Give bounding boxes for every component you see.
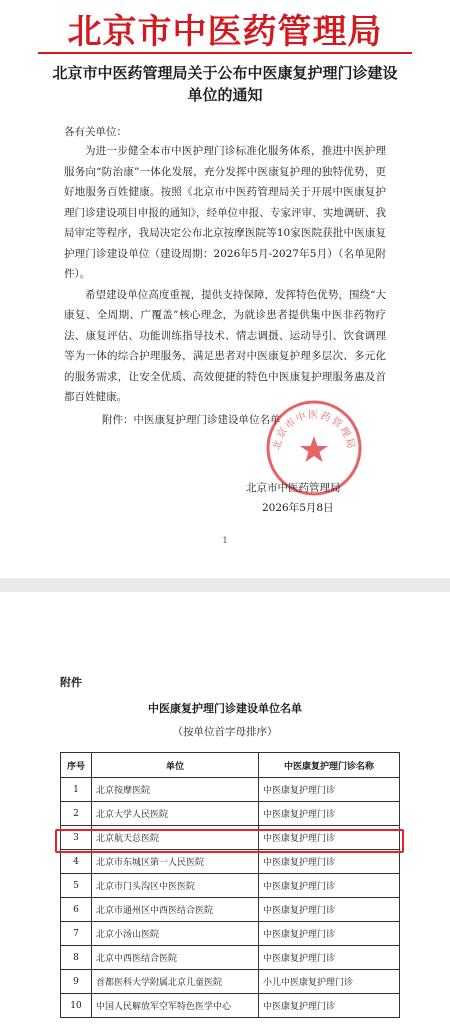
column-header: 序号 bbox=[61, 753, 92, 778]
row-number: 9 bbox=[61, 970, 92, 994]
clinic-name: 中医康复护理门诊 bbox=[259, 874, 400, 898]
clinic-name: 中医康复护理门诊 bbox=[259, 922, 400, 946]
unit-name: 首都医科大学附属北京儿童医院 bbox=[92, 970, 259, 994]
clinic-name: 中医康复护理门诊 bbox=[259, 778, 400, 802]
row-number: 6 bbox=[61, 898, 92, 922]
row-number: 4 bbox=[61, 850, 92, 874]
row-number: 1 bbox=[61, 778, 92, 802]
red-rule-divider bbox=[38, 52, 412, 54]
attachment-note: 附件：中医康复护理门诊建设单位名单 bbox=[102, 414, 281, 426]
row-number: 2 bbox=[61, 802, 92, 826]
clinic-name: 中医康复护理门诊 bbox=[259, 802, 400, 826]
unit-name: 北京中西医结合医院 bbox=[92, 946, 259, 970]
list-subtitle: （按单位首字母排序） bbox=[172, 726, 278, 738]
table-row bbox=[61, 970, 400, 994]
body-paragraph: 希望建设单位高度重视，提供支持保障，发挥特色优势，围绕“大康复、全周期、广覆盖”核心理念，为就诊患者提供集中医非药物疗法、康复评估、功能训练指导技术、情志调摄、运动导引、饮食调理等为一体的综合护理服务，满足患者对中医康复护理多层次、多元化的服务需求，让安全优质、高效便捷的特色中医康复护理服务惠及首都百姓健康。 bbox=[64, 288, 386, 403]
table-row bbox=[61, 802, 400, 826]
table-row bbox=[61, 922, 400, 946]
unit-name: 北京市门头沟区中医医院 bbox=[92, 874, 259, 898]
table-row bbox=[61, 898, 400, 922]
masthead: 北京市中医药管理局 bbox=[67, 12, 383, 52]
body-text bbox=[64, 141, 386, 408]
clinic-name: 中医康复护理门诊 bbox=[259, 994, 400, 1018]
page-number: 1 bbox=[222, 536, 228, 545]
seal-text: 北京市中医药管理局 bbox=[271, 410, 357, 452]
attachment-label: 附件 bbox=[60, 676, 82, 689]
column-header: 中医康复护理门诊名称 bbox=[259, 753, 400, 778]
table-header-row bbox=[61, 753, 400, 778]
unit-name: 北京市通州区中西医结合医院 bbox=[92, 898, 259, 922]
unit-name: 北京市东城区第一人民医院 bbox=[92, 850, 259, 874]
table-row bbox=[61, 826, 400, 850]
table-row bbox=[61, 994, 400, 1018]
clinic-name: 中医康复护理门诊 bbox=[259, 826, 400, 850]
unit-name: 北京小汤山医院 bbox=[92, 922, 259, 946]
table-row bbox=[61, 946, 400, 970]
signer: 北京市中医药管理局 bbox=[246, 482, 341, 494]
table-row bbox=[61, 850, 400, 874]
row-number: 5 bbox=[61, 874, 92, 898]
unit-name: 北京按摩医院 bbox=[92, 778, 259, 802]
clinic-name: 小儿中医康复护理门诊 bbox=[259, 970, 400, 994]
clinic-name: 中医康复护理门诊 bbox=[259, 946, 400, 970]
document-title: 北京市中医药管理局关于公布中医康复护理门诊建设单位的通知 bbox=[52, 64, 398, 104]
unit-name: 北京大学人民医院 bbox=[92, 802, 259, 826]
unit-name: 中国人民解放军空军特色医学中心 bbox=[92, 994, 259, 1018]
list-title: 中医康复护理门诊建设单位名单 bbox=[148, 702, 302, 715]
salutation: 各有关单位： bbox=[64, 126, 127, 138]
body-paragraph: 为进一步健全本市中医护理门诊标准化服务体系，推进中医护理服务向“防治康”一体化发展，充分发挥中医康复护理的独特优势，更好地服务百姓健康。按照《北京市中医药管理局关于开展中医康复护理门诊建设项目申报的通知》，经单位申报、专家评审、实地调研、我局审定等程序，我局决定公布北京按摩医院等10家医院获批中医康复护理门诊建设单位（建设周期：2026年5月-2027年5月）（名单见附件）。 bbox=[64, 145, 386, 280]
row-number: 7 bbox=[61, 922, 92, 946]
document-page-2 bbox=[0, 592, 450, 1034]
row-number: 10 bbox=[61, 994, 92, 1018]
clinic-name: 中医康复护理门诊 bbox=[259, 850, 400, 874]
table-row bbox=[61, 874, 400, 898]
row-number: 3 bbox=[61, 826, 92, 850]
row-number: 8 bbox=[61, 946, 92, 970]
units-table bbox=[60, 752, 400, 1018]
sign-date: 2026年5月8日 bbox=[262, 502, 334, 514]
unit-name: 北京航天总医院 bbox=[92, 826, 259, 850]
seal-star-icon bbox=[300, 436, 328, 462]
table-row bbox=[61, 778, 400, 802]
clinic-name: 中医康复护理门诊 bbox=[259, 898, 400, 922]
column-header: 单位 bbox=[92, 753, 259, 778]
